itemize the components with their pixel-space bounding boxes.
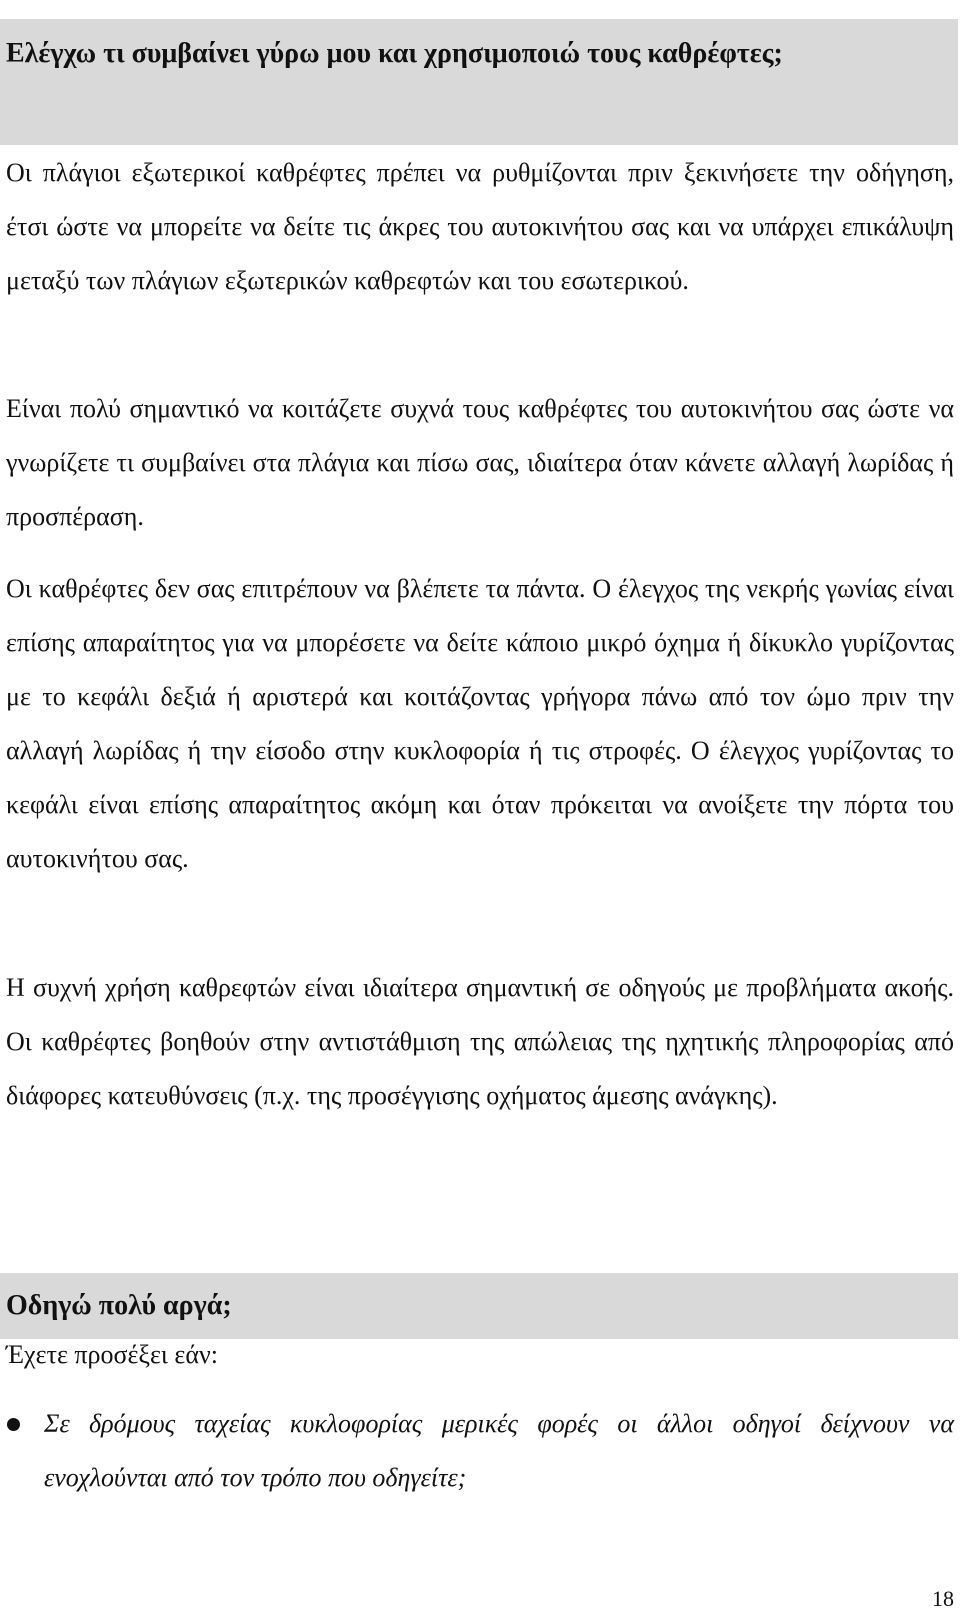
paragraph-hearing-impaired: Η συχνή χρήση καθρεφτών είναι ιδιαίτερα σημαντική σε οδηγούς με προβλήματα ακοής. Οι καθρέφτες βοηθούν στην αντιστάθμιση της απώλειας της ηχητικής πληροφορίας από διάφορες κατευθύνσεις (π.χ. της προσέγγισης οχήματος άμεσης ανάγκης). <box>6 973 954 1110</box>
page-number: 18 <box>932 1586 954 1611</box>
section-heading-mirrors: Ελέγχω τι συμβαίνει γύρω μου και χρησιμοποιώ τους καθρέφτες; <box>0 19 958 145</box>
paragraph-check-mirrors: Είναι πολύ σημαντικό να κοιτάζετε συχνά τους καθρέφτες του αυτοκινήτου σας ώστε να γνωρίζετε τι συμβαίνει στα πλάγια και πίσω σας, ιδιαίτερα όταν κάνετε αλλαγή λωρίδας ή προσπέραση. <box>6 394 954 531</box>
bullet-icon <box>7 1418 20 1431</box>
section-heading-slow-driving: Οδηγώ πολύ αργά; <box>0 1273 958 1339</box>
paragraph-side-mirrors: Οι πλάγιοι εξωτερικοί καθρέφτες πρέπει να ρυθμίζονται πριν ξεκινήσετε την οδήγηση, έτσι ώστε να μπορείτε να δείτε τις άκρες του αυτοκινήτου σας και να υπάρχει επικάλυψη μεταξύ των πλάγιων εξωτερικών καθρεφτών και του εσωτερικού. <box>6 158 954 295</box>
bullet-list <box>0 1397 954 1505</box>
section-intro: Έχετε προσέξει εάν: <box>6 1340 218 1369</box>
list-item-text: Σε δρόμους ταχείας κυκλοφορίας μερικές φορές οι άλλοι οδηγοί δείχνουν να ενοχλούνται από τον τρόπο που οδηγείτε; <box>44 1409 954 1492</box>
list-item <box>0 1397 954 1505</box>
paragraph-blind-spot: Οι καθρέφτες δεν σας επιτρέπουν να βλέπετε τα πάντα. Ο έλεγχος της νεκρής γωνίας είναι επίσης απαραίτητος για να μπορέσετε να δείτε κάποιο μικρό όχημα ή δίκυκλο γυρίζοντας με το κεφάλι δεξιά ή αριστερά και κοιτάζοντας γρήγορα πάνω από τον ώμο πριν την αλλαγή λωρίδας ή την είσοδο στην κυκλοφορία ή τις στροφές. Ο έλεγχος γυρίζοντας το κεφάλι είναι επίσης απαραίτητος ακόμη και όταν πρόκειται να ανοίξετε την πόρτα του αυτοκινήτου σας. <box>6 574 954 873</box>
